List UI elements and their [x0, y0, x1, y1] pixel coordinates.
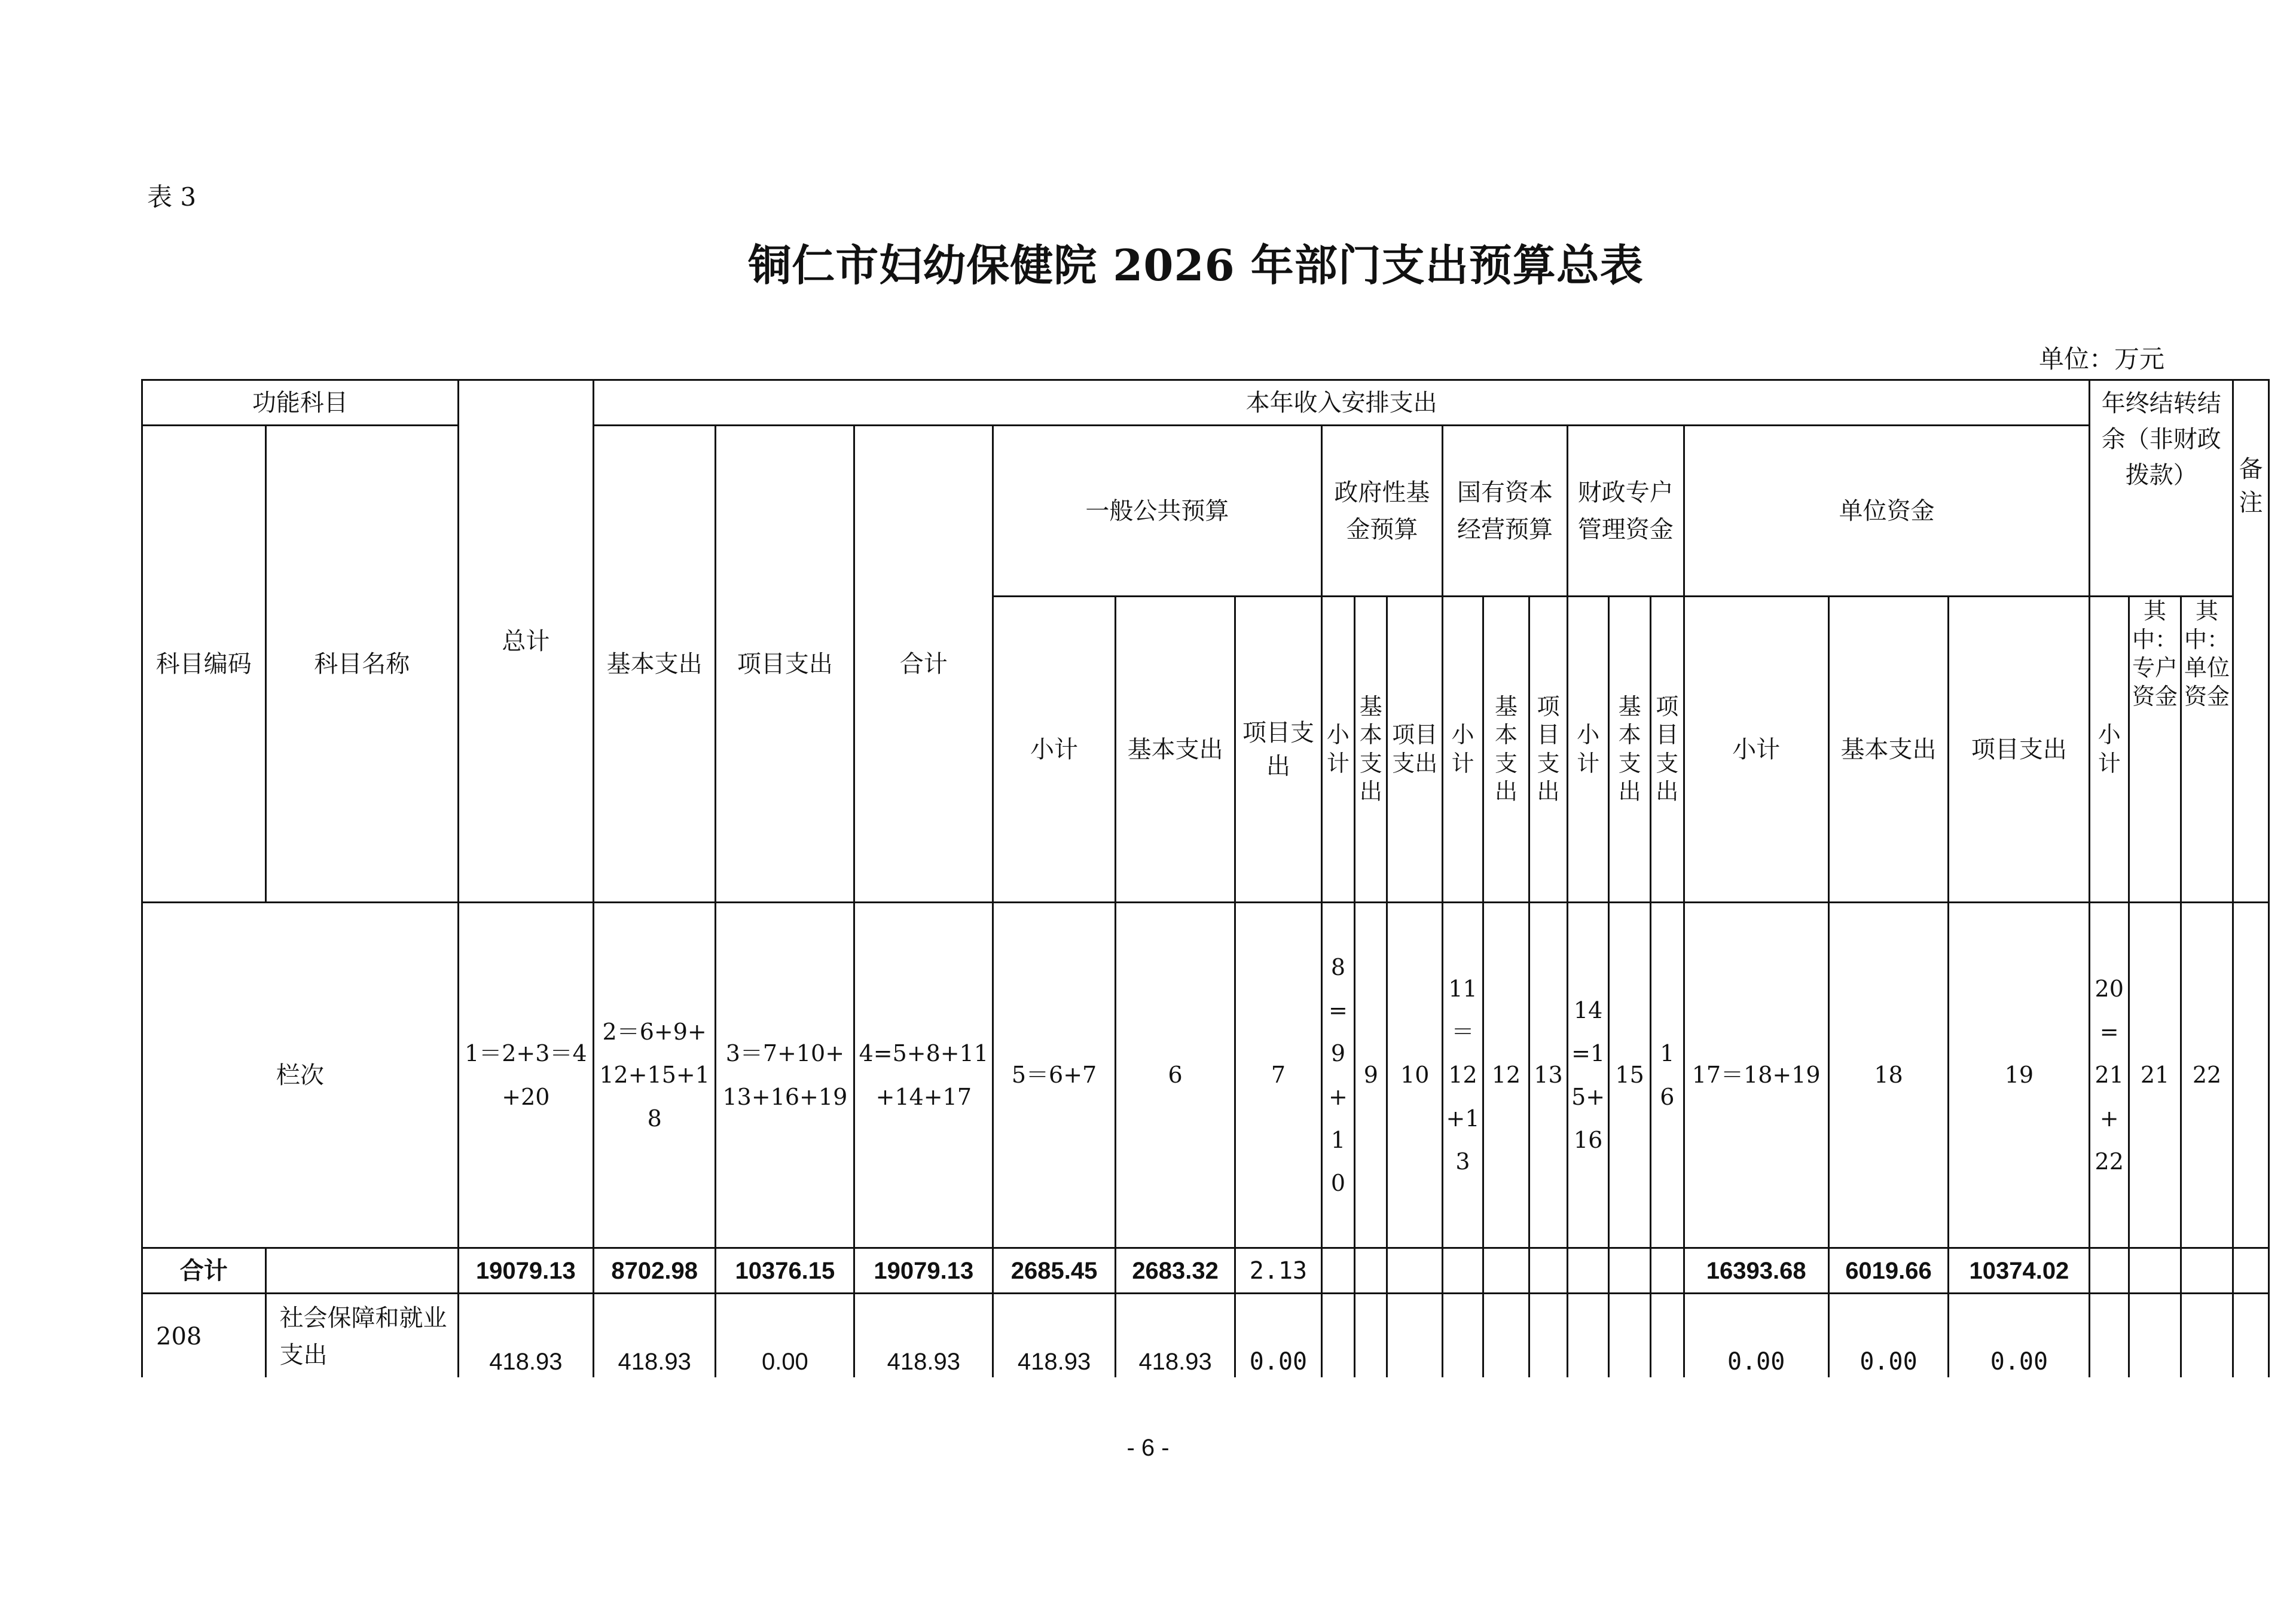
header-fs-subtotal: 小计: [1567, 597, 1609, 903]
column-index-label: 栏次: [142, 903, 459, 1248]
header-state-capital-budget: 国有资本经营预算: [1443, 426, 1568, 597]
column-index-5: 5＝6+7: [993, 903, 1116, 1248]
header-carryover: 年终结转结余（非财政拨款）: [2090, 380, 2233, 597]
column-index-18: 18: [1828, 903, 1949, 1248]
cell-empty: [1321, 1248, 1355, 1294]
column-index-3: 3＝7+10+13+16+19: [716, 903, 854, 1248]
column-index-20: 20=21+22: [2090, 903, 2129, 1248]
table-number-label: 表 3: [147, 182, 197, 212]
column-index-1: 1＝2+3＝4+20: [458, 903, 593, 1248]
column-index-11: 11＝12+13: [1443, 903, 1483, 1248]
column-index-2: 2＝6+9+12+15+18: [593, 903, 716, 1248]
cell-empty: [2233, 1294, 2269, 1378]
cell-empty: [1483, 1248, 1529, 1294]
header-unit-subtotal: 小计: [1684, 597, 1828, 903]
cell-gp-project: 0.00: [1235, 1294, 1321, 1378]
cell-unit-subtotal: 0.00: [1684, 1294, 1828, 1378]
header-subject-name: 科目名称: [265, 426, 458, 903]
cell-empty: [1387, 1294, 1443, 1378]
cell-empty: [1567, 1248, 1609, 1294]
cell-total: 418.93: [458, 1294, 593, 1378]
column-index-10: 10: [1387, 903, 1443, 1248]
cell-empty: [1483, 1294, 1529, 1378]
column-index-row: [142, 903, 2269, 1248]
cell-gp-subtotal: 418.93: [993, 1294, 1116, 1378]
cell-unit-basic: 6019.66: [1828, 1248, 1949, 1294]
column-index-8: 8=9+10: [1321, 903, 1355, 1248]
cell-project: 0.00: [716, 1294, 854, 1378]
cell-unit-subtotal: 16393.68: [1684, 1248, 1828, 1294]
header-fs-project: 项目支出: [1650, 597, 1684, 903]
cell-unit-basic: 0.00: [1828, 1294, 1949, 1378]
cell-empty: [2090, 1294, 2129, 1378]
cell-empty: [2129, 1248, 2181, 1294]
cell-empty: [1355, 1294, 1387, 1378]
cell-empty: [1387, 1248, 1443, 1294]
cell-empty: [2129, 1294, 2181, 1378]
column-index-9: 9: [1355, 903, 1387, 1248]
cell-empty: [1443, 1248, 1483, 1294]
header-general-public-budget: 一般公共预算: [993, 426, 1321, 597]
header-gp-project: 项目支出: [1235, 597, 1321, 903]
header-sum: 合计: [854, 426, 993, 903]
page-title: 铜仁市妇幼保健院 2026 年部门支出预算总表: [748, 240, 1644, 291]
cell-empty: [2090, 1248, 2129, 1294]
header-basic-expense: 基本支出: [593, 426, 716, 903]
cell-empty: [1609, 1294, 1651, 1378]
row-code: 合计: [142, 1248, 266, 1294]
cell-project: 10376.15: [716, 1248, 854, 1294]
cell-gp-basic: 2683.32: [1115, 1248, 1235, 1294]
header-functional-subject: 功能科目: [142, 380, 459, 426]
header-co-special: 其中：专户资金: [2129, 597, 2181, 903]
header-remarks: 备注: [2233, 380, 2269, 903]
cell-gp-subtotal: 2685.45: [993, 1248, 1116, 1294]
cell-unit-project: 0.00: [1949, 1294, 2090, 1378]
column-index-7: 7: [1235, 903, 1321, 1248]
cell-empty: [1321, 1294, 1355, 1378]
header-gp-subtotal: 小计: [993, 597, 1116, 903]
unit-label: 单位：万元: [2039, 344, 2165, 374]
column-index-13: 13: [1529, 903, 1568, 1248]
header-gov-fund-budget: 政府性基金预算: [1321, 426, 1443, 597]
header-sc-subtotal: 小计: [1443, 597, 1483, 903]
header-sc-basic: 基本支出: [1483, 597, 1529, 903]
cell-unit-project: 10374.02: [1949, 1248, 2090, 1294]
cell-basic: 8702.98: [593, 1248, 716, 1294]
cell-gp-project: 2.13: [1235, 1248, 1321, 1294]
column-index-4: 4=5+8+11+14+17: [854, 903, 993, 1248]
column-index-14: 14=15+16: [1567, 903, 1609, 1248]
cell-empty: [1355, 1248, 1387, 1294]
header-subject-code: 科目编码: [142, 426, 266, 903]
row-name: 社会保障和就业支出: [265, 1294, 458, 1378]
table-row-total: [142, 1248, 2269, 1294]
cell-sum: 19079.13: [854, 1248, 993, 1294]
column-index-22: 22: [2181, 903, 2233, 1248]
header-gp-basic: 基本支出: [1115, 597, 1235, 903]
table-row: [142, 1294, 2269, 1378]
header-gf-basic: 基本支出: [1355, 597, 1387, 903]
column-index-6: 6: [1115, 903, 1235, 1248]
cell-empty: [2181, 1248, 2233, 1294]
column-index-17: 17＝18+19: [1684, 903, 1828, 1248]
budget-table: [141, 379, 2270, 1377]
cell-sum: 418.93: [854, 1294, 993, 1378]
cell-empty: [1567, 1294, 1609, 1378]
column-index-remarks: [2233, 903, 2269, 1248]
header-project-expense: 项目支出: [716, 426, 854, 903]
header-fs-basic: 基本支出: [1609, 597, 1651, 903]
column-index-15: 15: [1609, 903, 1651, 1248]
column-index-21: 21: [2129, 903, 2181, 1248]
column-index-19: 19: [1949, 903, 2090, 1248]
header-this-year-income: 本年收入安排支出: [593, 380, 2090, 426]
header-co-subtotal: 小计: [2090, 597, 2129, 903]
row-code: 208: [142, 1294, 266, 1378]
cell-empty: [1529, 1248, 1568, 1294]
row-name: [265, 1248, 458, 1294]
column-index-12: 12: [1483, 903, 1529, 1248]
header-gf-subtotal: 小计: [1321, 597, 1355, 903]
budget-table-container: [141, 379, 2270, 1377]
header-co-unit: 其中：单位资金: [2181, 597, 2233, 903]
cell-basic: 418.93: [593, 1294, 716, 1378]
header-sc-project: 项目支出: [1529, 597, 1568, 903]
cell-empty: [1650, 1248, 1684, 1294]
cell-empty: [2181, 1294, 2233, 1378]
cell-total: 19079.13: [458, 1248, 593, 1294]
page-number: - 6 -: [1126, 1435, 1170, 1461]
cell-empty: [1529, 1294, 1568, 1378]
header-total: 总计: [458, 380, 593, 903]
cell-empty: [2233, 1248, 2269, 1294]
cell-empty: [1609, 1248, 1651, 1294]
header-fiscal-special-fund: 财政专户管理资金: [1567, 426, 1684, 597]
header-unit-project: 项目支出: [1949, 597, 2090, 903]
cell-empty: [1443, 1294, 1483, 1378]
header-unit-fund: 单位资金: [1684, 426, 2090, 597]
column-index-16: 16: [1650, 903, 1684, 1248]
header-gf-project: 项目支出: [1387, 597, 1443, 903]
header-unit-basic: 基本支出: [1828, 597, 1949, 903]
cell-gp-basic: 418.93: [1115, 1294, 1235, 1378]
cell-empty: [1650, 1294, 1684, 1378]
